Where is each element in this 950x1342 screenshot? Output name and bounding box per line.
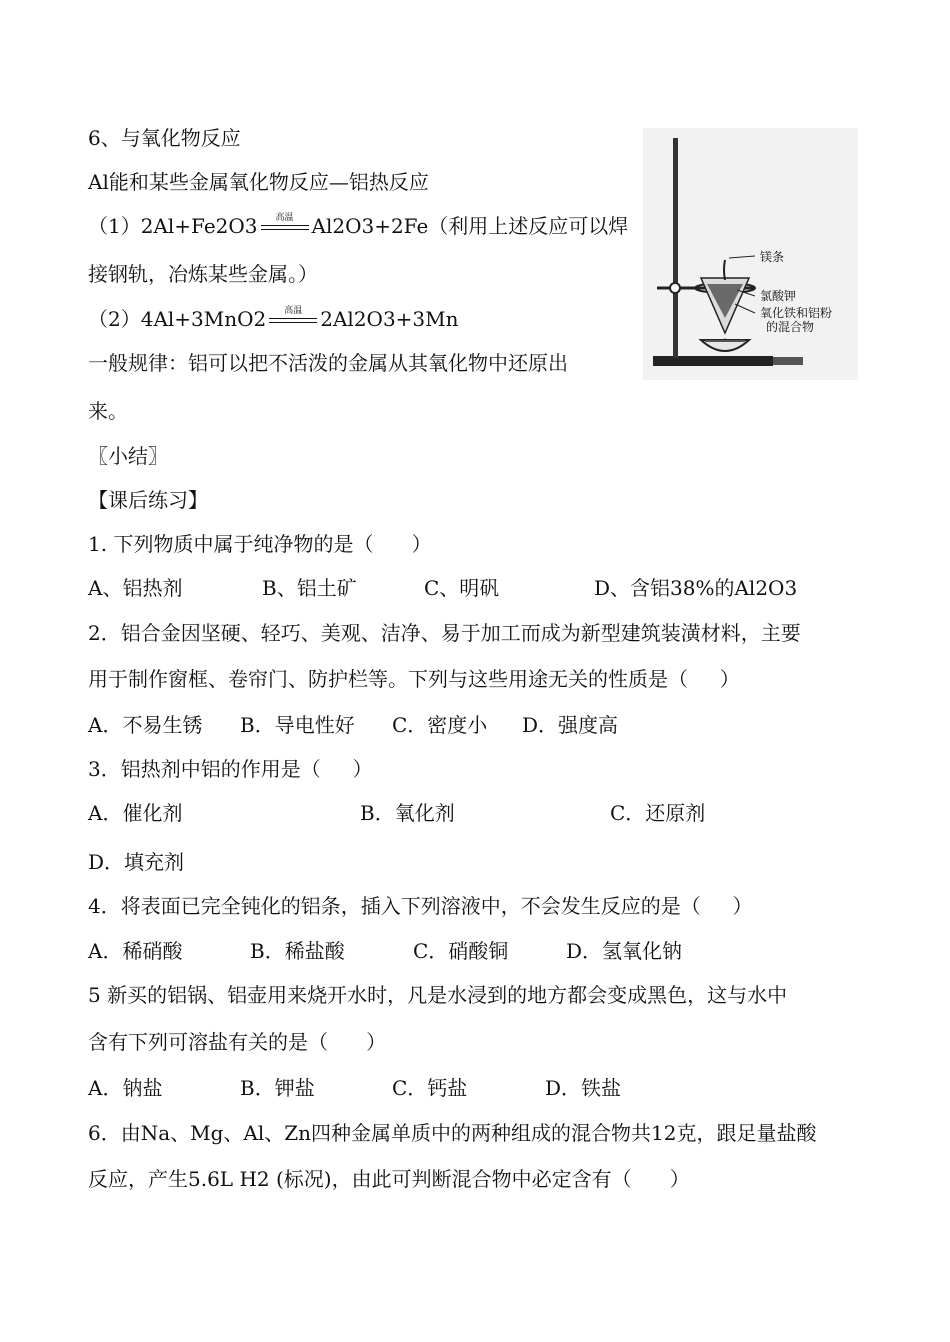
question-5-stem-line-1: 5 新买的铝锅、铝壶用来烧开水时，凡是水浸到的地方都会变成黑色，这与水中 <box>88 983 788 1007</box>
question-5-stem-line-2: 含有下列可溶盐有关的是（ ） <box>88 1030 387 1054</box>
q5-option-a: A．钠盐 <box>88 1076 163 1100</box>
q2-option-a: A．不易生锈 <box>88 713 203 737</box>
figure-label-chlorate: 氯酸钾 <box>760 289 797 303</box>
question-1-stem: 1. 下列物质中属于纯净物的是（ ） <box>88 532 432 556</box>
q5-option-b: B．钾盐 <box>240 1076 315 1100</box>
equation-1-continuation: 接钢轨，冶炼某些金属。） <box>88 262 318 286</box>
question-2-stem-line-2: 用于制作窗框、卷帘门、防护栏等。下列与这些用途无关的性质是（ ） <box>88 667 740 691</box>
reaction-condition-arrow <box>259 214 311 238</box>
q3-option-c: C．还原剂 <box>610 801 706 825</box>
reaction-condition-arrow <box>267 307 319 331</box>
q1-option-a: A、铝热剂 <box>88 576 183 600</box>
question-4-stem: 4．将表面已完全钝化的铝条，插入下列溶液中，不会发生反应的是（ ） <box>88 894 753 918</box>
equation-2 <box>88 307 459 331</box>
rule-line-1: 一般规律：铝可以把不活泼的金属从其氧化物中还原出 <box>88 351 568 375</box>
q4-option-a: A．稀硝酸 <box>88 939 183 963</box>
q4-option-d: D．氢氧化钠 <box>566 939 683 963</box>
summary-heading: 〖小结〗 <box>88 444 168 468</box>
practice-heading: 【课后练习】 <box>88 488 208 512</box>
q2-option-b: B．导电性好 <box>240 713 355 737</box>
section-intro: Al能和某些金属氧化物反应—铝热反应 <box>88 170 429 194</box>
equation-1-right: Al2O3+2Fe（利用上述反应可以焊 <box>311 214 629 238</box>
equation-1 <box>88 214 628 238</box>
equation-1-left: （1）2Al+Fe2O3 <box>88 214 258 238</box>
thermite-apparatus-illustration <box>643 128 858 380</box>
equation-2-right: 2Al2O3+3Mn <box>320 307 459 331</box>
question-3-stem: 3．铝热剂中铝的作用是（ ） <box>88 757 373 781</box>
reaction-condition-label: 高温 <box>275 213 294 223</box>
q4-option-c: C．硝酸铜 <box>413 939 509 963</box>
q1-option-d: D、含铝38%的Al2O3 <box>594 576 798 600</box>
rule-line-2: 来。 <box>88 399 128 423</box>
question-2-stem-line-1: 2．铝合金因坚硬、轻巧、美观、洁净、易于加工而成为新型建筑装潢材料，主要 <box>88 621 801 645</box>
q2-option-d: D．强度高 <box>522 713 619 737</box>
figure-label-mixture-1: 氧化铁和铝粉 <box>760 306 833 320</box>
q5-option-d: D．铁盐 <box>545 1076 622 1100</box>
figure-label-mixture-2: 的混合物 <box>766 320 815 334</box>
section-heading: 6、与氧化物反应 <box>88 126 241 150</box>
q1-option-c: C、明矾 <box>424 576 500 600</box>
q2-option-c: C．密度小 <box>392 713 488 737</box>
question-6-stem-line-2: 反应，产生5.6L H2 (标况)，由此可判断混合物中必定含有（ ） <box>88 1167 690 1191</box>
question-6-stem-line-1: 6．由Na、Mg、Al、Zn四种金属单质中的两种组成的混合物共12克，跟足量盐酸 <box>88 1121 817 1145</box>
q5-option-c: C．钙盐 <box>392 1076 468 1100</box>
q1-option-b: B、铝土矿 <box>262 576 357 600</box>
equation-2-left: （2）4Al+3MnO2 <box>88 307 267 331</box>
q3-option-d: D．填充剂 <box>88 850 185 874</box>
q3-option-b: B．氧化剂 <box>360 801 455 825</box>
figure-label-magnesium: 镁条 <box>760 250 785 264</box>
reaction-condition-label: 高温 <box>284 306 303 316</box>
thermite-apparatus-figure <box>643 128 858 380</box>
q3-option-a: A．催化剂 <box>88 801 183 825</box>
q4-option-b: B．稀盐酸 <box>250 939 345 963</box>
